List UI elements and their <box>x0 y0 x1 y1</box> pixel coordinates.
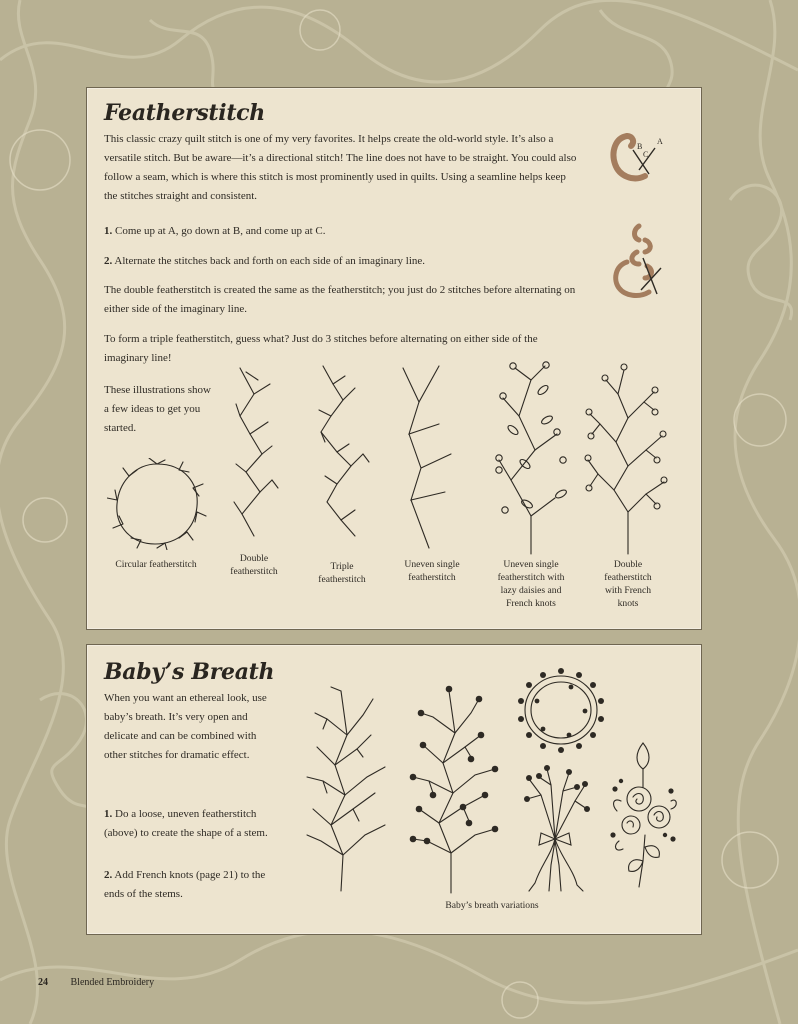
circular-featherstitch-illustration <box>107 458 207 550</box>
caption-double-french: Double featherstitch with French knots <box>604 559 652 609</box>
caption-double: Double featherstitch <box>230 553 278 577</box>
caption-triple: Triple featherstitch <box>318 561 366 585</box>
babys-breath-step-1 <box>104 805 280 843</box>
babys-breath-stem-illustration <box>301 685 391 893</box>
featherstitch-step-2 <box>104 252 582 271</box>
double-featherstitch-text: The double featherstitch is created the same as the featherstitch; you just do 2 stitches before alternating on either side of the imaginary line. <box>104 284 576 315</box>
caption-lazy-daisies: Uneven single featherstitch with lazy daisies and French knots <box>497 559 565 609</box>
babys-breath-panel <box>86 644 702 935</box>
featherstitch-title: Featherstitch <box>104 100 265 126</box>
babys-breath-roses-illustration <box>609 741 679 891</box>
babys-breath-caption: Baby’s breath variations <box>445 900 539 911</box>
step-1-diagram <box>609 130 669 188</box>
double-featherstitch-illustration <box>232 364 282 544</box>
book-title: Blended Embroidery <box>70 977 155 988</box>
step-number: 2. <box>104 869 113 881</box>
double-featherstitch-french-knots-illustration <box>584 362 670 558</box>
caption-circular: Circular featherstitch <box>115 559 197 570</box>
label-b: B <box>637 142 643 151</box>
step-number: 1. <box>104 225 113 237</box>
babys-breath-title: Baby’s Breath <box>104 659 275 685</box>
babys-breath-wreath-illustration <box>513 665 609 755</box>
ideas-text: These illustrations show a few ideas to get you started. <box>104 384 211 434</box>
step-text: Alternate the stitches back and forth on each side of an imaginary line. <box>114 255 426 267</box>
step-number: 1. <box>104 808 113 820</box>
step-text: Do a loose, uneven featherstitch (above) to create the shape of a stem. <box>104 808 268 839</box>
label-c: C <box>643 150 649 159</box>
triple-featherstitch-text: To form a triple featherstitch, guess what? Just do 3 stitches before alternating on either side of the imaginary line! <box>104 333 538 364</box>
featherstitch-intro: This classic crazy quilt stitch is one of my very favorites. It helps create the old-world style. It’s also a versatile stitch. But be aware—it’s a directional stitch! The line does not have to be straight. You could also follow a seam, which is where this stitch is most prominently used in quilts. Using a seamline helps keep the stitches straight and consistent. <box>104 133 577 202</box>
babys-breath-bouquet-illustration <box>521 765 591 895</box>
page-footer <box>38 977 154 988</box>
caption-uneven-single: Uneven single featherstitch <box>404 559 460 583</box>
uneven-single-featherstitch-illustration <box>399 364 459 550</box>
page-number: 24 <box>38 977 48 988</box>
step-text: Come up at A, go down at B, and come up at C. <box>115 225 326 237</box>
babys-breath-knots-illustration <box>405 683 505 895</box>
babys-breath-step-2 <box>104 866 280 904</box>
step-number: 2. <box>104 255 113 267</box>
lazy-daisy-featherstitch-illustration <box>491 360 571 556</box>
featherstitch-step-1 <box>104 222 582 241</box>
step-2-diagram <box>609 218 669 304</box>
triple-featherstitch-illustration <box>315 364 371 546</box>
featherstitch-panel <box>86 87 702 630</box>
babys-breath-intro: When you want an ethereal look, use baby’s breath. It’s very open and delicate and can be combined with other stitches for dramatic effect. <box>104 692 267 761</box>
label-a: A <box>657 137 663 146</box>
step-text: Add French knots (page 21) to the ends of the stems. <box>104 869 266 900</box>
